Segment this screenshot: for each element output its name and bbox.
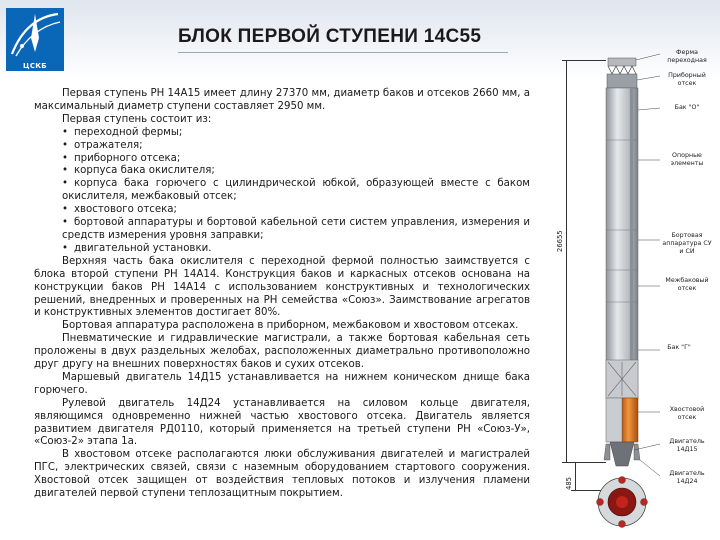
tail-section-shape [622, 398, 638, 442]
vernier-nozzle-shape [604, 444, 610, 460]
title-underline [178, 52, 508, 53]
paragraph-lines: Пневматические и гидравлические магистрали, а также бортовая кабельная сеть проложены в двух раздельных желобах, расположенных диаметрально противоположно друг другу на внешних поверхностях баков и сухих отсеков. [34, 333, 530, 371]
label-truss: Ферма переходная [667, 49, 707, 64]
body-text [34, 88, 530, 501]
paragraph-intro: Первая ступень РН 14А15 имеет длину 27370 мм, диаметр баков и отсеков 2660 мм, а максимальный диаметр ступени составляет 2950 мм. [34, 88, 530, 112]
label-intertank: Межбаковый отсек [665, 277, 709, 292]
list-item: • корпуса бака окислителя; [62, 165, 215, 177]
dimension-label-total: 26655 [556, 230, 564, 252]
stage-body-shape [606, 88, 638, 398]
paragraph-avionics: Бортовая аппаратура расположена в приборном, межбаковом и хвостовом отсеках. [62, 320, 519, 332]
logo-text: ЦСКБ ПРОГРЕСС [6, 62, 64, 71]
vernier-nozzle-shape [634, 444, 640, 460]
paragraph-tail: В хвостовом отсеке располагаются люки обслуживания двигателей и магистралей ПГС, электрических связей, связи с наземным оборудованием стартового сооружения. Хвостовой отсек защищен от воздействия тепловых потоков и излучения пламени двигателей первой ступени теплозащитным покрытием. [34, 449, 530, 500]
dimension-label-tail: 485 [565, 477, 573, 490]
list-item: • приборного отсека; [62, 152, 181, 164]
label-engine-main: Двигатель 14Д15 [669, 438, 705, 453]
label-engine-vernier: Двигатель 14Д24 [669, 470, 705, 485]
label-instrument: Приборный отсек [668, 72, 706, 87]
paragraph-borrowing: Верхняя часть бака окислителя с переходной фермой полностью заимствуется с блока второй ступени РН 14А14. Конструкция баков и каркасных отсеков основана на конструкции баков РН 14А14 с использованием конструктивных и технологических решений, внедренных и проверенных на РН семейства «Союз». Заимствование агрегатов и конструктивных элементов достигает 80%. [34, 255, 530, 319]
paragraph-vernier-engine: Рулевой двигатель 14Д24 устанавливается на силовом кольце двигателя, являющимся одновременно нижней частью хвостового отсека. Двигатель является развитием двигателя РД0110, который применяется на третьей ступени РН «Союз-У», «Союз-2» этапа 1а. [34, 397, 530, 448]
label-avionics: Бортовая аппаратура СУ и СИ [662, 232, 712, 255]
list-item: • бортовой аппаратуры и бортовой кабельной сети систем управления, измерения и средств измерения уровня заправки; [62, 217, 530, 241]
cable-trough-shape [630, 88, 633, 398]
instrument-section-shape [607, 74, 637, 88]
bottom-view-shape [597, 477, 648, 528]
engine-frame-shape [606, 360, 638, 398]
list-item: • двигательной установки. [62, 242, 212, 254]
label-tank-o: Бак "О" [674, 104, 700, 111]
logo [6, 8, 64, 68]
main-nozzle-shape [610, 442, 634, 466]
paragraph-main-engine: Маршевый двигатель 14Д15 устанавливается на нижнем коническом днище бака горючего. [34, 371, 530, 396]
label-supports: Опорные элементы [670, 152, 704, 167]
list-item: • корпуса бака горючего с цилиндрической юбкой, образующей вместе с баком окислителя, межбаковый отсек; [62, 178, 530, 203]
rocket-logo-icon [6, 8, 64, 62]
page-title: БЛОК ПЕРВОЙ СТУПЕНИ 14С55 [178, 26, 482, 47]
label-tank-g: Бак "Г" [667, 344, 691, 351]
truss-shape [608, 58, 636, 74]
tail-section-shape [606, 398, 622, 442]
list-item: • хвостового отсека; [62, 204, 177, 216]
list-item: • переходной фермы; [62, 126, 183, 138]
paragraph-list-intro: Первая ступень состоит из: [62, 113, 212, 125]
list-item: • отражателя; [62, 139, 143, 151]
label-tail: Хвостовой отсек [669, 406, 705, 421]
